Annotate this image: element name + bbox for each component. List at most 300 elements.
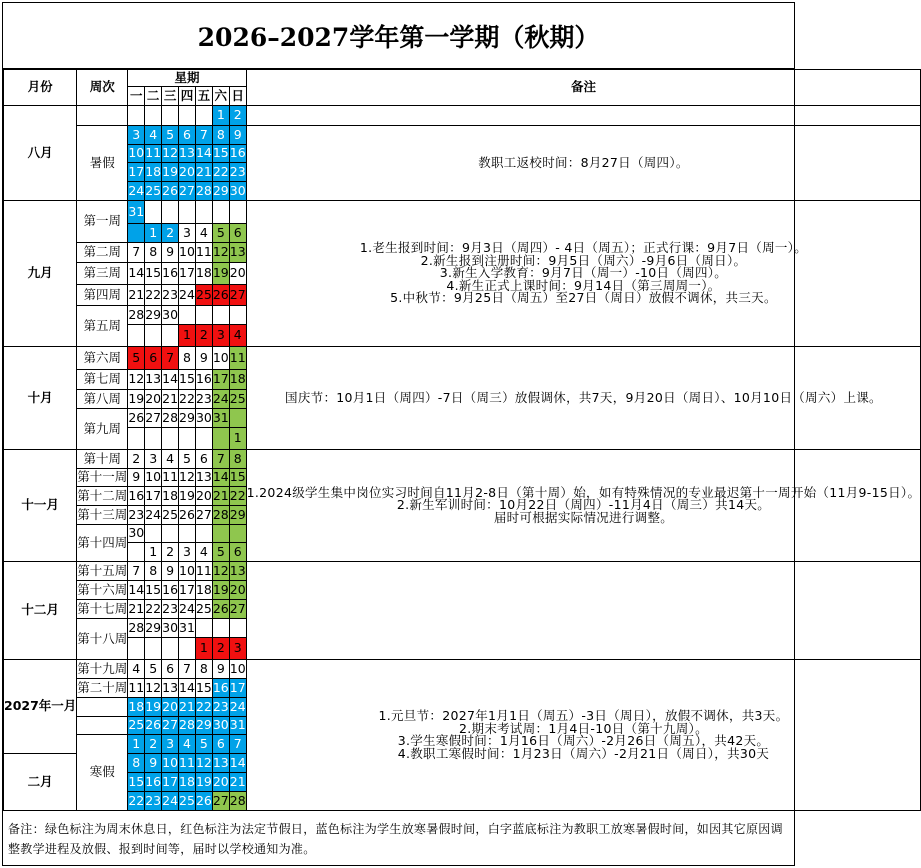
day-cell: 5: [195, 735, 212, 754]
day-cell: [212, 525, 229, 543]
day-cell: 8: [229, 450, 246, 469]
day-cell: 14: [179, 679, 196, 698]
day-cell: 6: [162, 660, 179, 679]
remark-line: 4.教职工寒假时间：1月23日（周六）-2月21日（周日），共30天: [397, 745, 770, 761]
day-cell: [179, 306, 196, 325]
day-cell: 19: [212, 581, 229, 600]
month-label: 十月: [4, 347, 77, 450]
day-cell: 9: [128, 469, 145, 487]
day-cell: 6: [212, 735, 229, 754]
day-cell: 14: [128, 581, 145, 600]
day-cell: 30: [212, 717, 229, 735]
month-label: 2027年一月: [4, 660, 77, 754]
day-cell: 24: [179, 600, 196, 619]
day-cell: 12: [128, 370, 145, 390]
day-cell: 30: [229, 182, 246, 201]
day-cell: 25: [145, 182, 162, 201]
day-cell: 29: [195, 717, 212, 735]
day-cell: 25: [229, 390, 246, 409]
day-cell: 16: [229, 145, 246, 163]
day-cell: 10: [162, 754, 179, 773]
day-cell: 31: [128, 201, 145, 224]
day-cell: [229, 525, 246, 543]
calendar-row: [4, 347, 921, 370]
week-label: [77, 717, 128, 735]
day-cell: 13: [179, 145, 196, 163]
day-cell: [229, 619, 246, 638]
day-cell: [195, 619, 212, 638]
header-weekday-1: 一: [128, 87, 145, 106]
week-label: 暑假: [77, 126, 128, 201]
day-cell: 14: [128, 263, 145, 285]
day-cell: 13: [229, 562, 246, 581]
remark-line: 1.元旦节：2027年1月1日（周五）-3日（周日），放假不调休，共3天。: [378, 708, 789, 723]
day-cell: 9: [195, 347, 212, 370]
day-cell: [195, 306, 212, 325]
day-cell: 15: [145, 581, 162, 600]
week-label: 第十一周: [77, 469, 128, 487]
remark-line: 国庆节：10月1日（周四）-7日（周三）放假调休，共7天，9月20日（周日）、10月10日（周六）上课。: [285, 389, 882, 405]
day-cell: 17: [212, 370, 229, 390]
day-cell: [179, 428, 196, 450]
day-cell: 17: [128, 163, 145, 182]
day-cell: 23: [128, 506, 145, 525]
day-cell: 19: [212, 263, 229, 285]
day-cell: 9: [212, 660, 229, 679]
day-cell: 21: [128, 285, 145, 306]
day-cell: 18: [229, 370, 246, 390]
day-cell: 16: [162, 581, 179, 600]
day-cell: 22: [229, 487, 246, 506]
day-cell: 28: [162, 409, 179, 428]
day-cell: [212, 201, 229, 224]
day-cell: 14: [212, 469, 229, 487]
remark-cell: [246, 201, 921, 347]
day-cell: 29: [179, 409, 196, 428]
day-cell: 22: [212, 163, 229, 182]
day-cell: 25: [195, 600, 212, 619]
day-cell: 19: [128, 390, 145, 409]
day-cell: 31: [179, 619, 196, 638]
day-cell: 4: [195, 543, 212, 562]
day-cell: 29: [145, 306, 162, 325]
day-cell: 29: [145, 619, 162, 638]
day-cell: 25: [195, 285, 212, 306]
day-cell: [128, 428, 145, 450]
day-cell: 15: [179, 370, 196, 390]
day-cell: 4: [145, 126, 162, 145]
day-cell: 23: [145, 792, 162, 811]
day-cell: [212, 306, 229, 325]
remark-line: 5.中秋节：9月25日（周五）至27日（周日）放假不调休，共三天。: [390, 290, 777, 306]
day-cell: 6: [179, 126, 196, 145]
day-cell: 25: [162, 506, 179, 525]
day-cell: 7: [229, 735, 246, 754]
day-cell: 12: [162, 145, 179, 163]
day-cell: [162, 201, 179, 224]
header-remarks: 备注: [246, 70, 921, 106]
day-cell: 25: [179, 792, 196, 811]
day-cell: 18: [179, 773, 196, 792]
day-cell: 26: [128, 409, 145, 428]
calendar-row: [4, 126, 921, 145]
day-cell: 2: [162, 543, 179, 562]
day-cell: 12: [145, 679, 162, 698]
day-cell: 3: [212, 325, 229, 347]
day-cell: 30: [162, 619, 179, 638]
calendar-row: [4, 450, 921, 469]
day-cell: 11: [128, 679, 145, 698]
day-cell: 11: [162, 469, 179, 487]
week-label: 第四周: [77, 285, 128, 306]
week-label: 第十四周: [77, 525, 128, 562]
day-cell: 1: [212, 106, 229, 126]
day-cell: 12: [179, 469, 196, 487]
day-cell: 20: [195, 487, 212, 506]
header-weekday-4: 四: [179, 87, 196, 106]
day-cell: [145, 428, 162, 450]
day-cell: 21: [229, 773, 246, 792]
day-cell: 3: [162, 735, 179, 754]
calendar-row: [4, 660, 921, 679]
day-cell: 6: [229, 543, 246, 562]
day-cell: 10: [128, 145, 145, 163]
remark-cell: [246, 347, 921, 450]
day-cell: [212, 428, 229, 450]
day-cell: 1: [145, 224, 162, 243]
day-cell: 8: [128, 754, 145, 773]
day-cell: [162, 325, 179, 347]
day-cell: 2: [195, 325, 212, 347]
week-label: [77, 106, 128, 126]
day-cell: 7: [162, 347, 179, 370]
day-cell: 17: [145, 487, 162, 506]
day-cell: 27: [229, 285, 246, 306]
remark-line: 3.新生入学教育：9月7日（周一）-10日（周四）。: [439, 265, 728, 281]
day-cell: 6: [195, 450, 212, 469]
day-cell: 4: [162, 450, 179, 469]
day-cell: 14: [229, 754, 246, 773]
day-cell: 7: [179, 660, 196, 679]
day-cell: 11: [145, 145, 162, 163]
day-cell: 27: [162, 717, 179, 735]
week-label: [77, 698, 128, 717]
day-cell: 24: [229, 698, 246, 717]
day-cell: 31: [229, 717, 246, 735]
calendar-table: [3, 69, 921, 811]
week-label: 第九周: [77, 409, 128, 450]
day-cell: 20: [229, 263, 246, 285]
day-cell: 26: [212, 600, 229, 619]
day-cell: 5: [179, 450, 196, 469]
day-cell: 22: [128, 792, 145, 811]
day-cell: 14: [162, 370, 179, 390]
remark-cell: [246, 562, 921, 660]
page-title: 2026–2027学年第一学期（秋期）: [3, 3, 794, 69]
day-cell: 13: [162, 679, 179, 698]
day-cell: 4: [128, 660, 145, 679]
day-cell: 21: [162, 390, 179, 409]
day-cell: 27: [145, 409, 162, 428]
day-cell: [162, 525, 179, 543]
day-cell: 10: [179, 562, 196, 581]
day-cell: [128, 224, 145, 243]
day-cell: 2: [229, 106, 246, 126]
day-cell: 30: [162, 306, 179, 325]
month-label: 九月: [4, 201, 77, 347]
day-cell: 7: [212, 450, 229, 469]
week-label: 第十七周: [77, 600, 128, 619]
day-cell: 17: [229, 679, 246, 698]
day-cell: 23: [195, 390, 212, 409]
day-cell: 7: [128, 243, 145, 263]
day-cell: 28: [179, 717, 196, 735]
day-cell: 23: [162, 285, 179, 306]
day-cell: 6: [145, 347, 162, 370]
week-label: 第七周: [77, 370, 128, 390]
day-cell: 20: [162, 698, 179, 717]
day-cell: 3: [145, 450, 162, 469]
week-label: 第三周: [77, 263, 128, 285]
day-cell: 15: [212, 145, 229, 163]
day-cell: 17: [162, 773, 179, 792]
remark-line: 教职工返校时间：8月27日（周四）。: [478, 154, 689, 170]
day-cell: 3: [179, 543, 196, 562]
day-cell: 21: [195, 163, 212, 182]
day-cell: 8: [145, 243, 162, 263]
day-cell: [128, 638, 145, 660]
day-cell: 1: [179, 325, 196, 347]
day-cell: 3: [128, 126, 145, 145]
day-cell: 15: [229, 469, 246, 487]
day-cell: 10: [212, 347, 229, 370]
remark-cell: [246, 450, 921, 562]
day-cell: 29: [212, 182, 229, 201]
day-cell: 28: [128, 306, 145, 325]
day-cell: 20: [145, 390, 162, 409]
day-cell: 23: [212, 698, 229, 717]
week-label: 第十周: [77, 450, 128, 469]
day-cell: 2: [145, 735, 162, 754]
week-label: 第十二周: [77, 487, 128, 506]
day-cell: 20: [179, 163, 196, 182]
remark-line: 2.新生军训时间：10月22日（周四）-11月4日（周三）共14天。: [396, 497, 771, 513]
day-cell: 12: [195, 754, 212, 773]
day-cell: [145, 525, 162, 543]
day-cell: 28: [128, 619, 145, 638]
day-cell: 30: [195, 409, 212, 428]
day-cell: 19: [179, 487, 196, 506]
week-label: 寒假: [77, 735, 128, 811]
month-label: 十一月: [4, 450, 77, 562]
remark-line: 2.期末考试周：1月4日-10日（第十九周）。: [459, 720, 708, 736]
day-cell: 27: [179, 182, 196, 201]
remark-line: 2.新生报到注册时间：9月5日（周六）-9月6日（周日）。: [420, 252, 747, 268]
header-weekday-group: 星期: [128, 70, 246, 87]
month-label: 八月: [4, 106, 77, 201]
day-cell: 4: [179, 735, 196, 754]
day-cell: 9: [162, 243, 179, 263]
day-cell: 9: [229, 126, 246, 145]
day-cell: [229, 409, 246, 428]
day-cell: 5: [145, 660, 162, 679]
week-label: 第十六周: [77, 581, 128, 600]
day-cell: 24: [212, 390, 229, 409]
day-cell: 9: [145, 754, 162, 773]
day-cell: 27: [212, 792, 229, 811]
day-cell: 11: [195, 243, 212, 263]
remark-line: 届时可根据实际情况进行调整。: [493, 509, 674, 525]
header-weekday-5: 五: [195, 87, 212, 106]
day-cell: 1: [128, 735, 145, 754]
day-cell: 2: [212, 638, 229, 660]
day-cell: 17: [179, 263, 196, 285]
header-month: 月份: [4, 70, 77, 106]
day-cell: 10: [145, 469, 162, 487]
day-cell: [179, 638, 196, 660]
day-cell: 18: [195, 581, 212, 600]
remark-cell: [246, 660, 921, 811]
day-cell: 13: [212, 754, 229, 773]
day-cell: [179, 201, 196, 224]
footer-note: 备注：绿色标注为周末休息日，红色标注为法定节假日，蓝色标注为学生放寒暑假时间，白字蓝底标注为教职工放寒暑假时间，如因其它原因调整教学进程及放假、报到时间等，届时以学校通知为准。: [8, 822, 783, 856]
day-cell: 14: [195, 145, 212, 163]
day-cell: 16: [195, 370, 212, 390]
day-cell: 22: [145, 600, 162, 619]
day-cell: 3: [179, 224, 196, 243]
day-cell: [179, 525, 196, 543]
day-cell: 5: [128, 347, 145, 370]
day-cell: 26: [162, 182, 179, 201]
day-cell: [145, 106, 162, 126]
calendar-row: [4, 562, 921, 581]
day-cell: 18: [162, 487, 179, 506]
day-cell: 24: [128, 182, 145, 201]
day-cell: 13: [195, 469, 212, 487]
day-cell: 17: [179, 581, 196, 600]
day-cell: [195, 106, 212, 126]
day-cell: 23: [229, 163, 246, 182]
day-cell: [128, 325, 145, 347]
week-label: 第十八周: [77, 619, 128, 660]
day-cell: 21: [128, 600, 145, 619]
day-cell: 12: [212, 562, 229, 581]
day-cell: [195, 525, 212, 543]
day-cell: [162, 428, 179, 450]
remark-line: 4.新生正式上课时间：9月14日（第三周周一）。: [446, 277, 721, 293]
day-cell: 26: [145, 717, 162, 735]
day-cell: 1: [195, 638, 212, 660]
day-cell: 16: [162, 263, 179, 285]
day-cell: 4: [229, 325, 246, 347]
header-week: 周次: [77, 70, 128, 106]
day-cell: 1: [229, 428, 246, 450]
day-cell: 10: [179, 243, 196, 263]
day-cell: 15: [145, 263, 162, 285]
header-weekday-7: 日: [229, 87, 246, 106]
day-cell: 8: [145, 562, 162, 581]
day-cell: 24: [162, 792, 179, 811]
day-cell: 4: [195, 224, 212, 243]
day-cell: 30: [128, 525, 145, 543]
day-cell: 11: [229, 347, 246, 370]
day-cell: 11: [179, 754, 196, 773]
header-weekday-6: 六: [212, 87, 229, 106]
day-cell: 12: [212, 243, 229, 263]
day-cell: [195, 201, 212, 224]
week-label: 第二周: [77, 243, 128, 263]
day-cell: 8: [212, 126, 229, 145]
day-cell: [145, 201, 162, 224]
day-cell: 6: [229, 224, 246, 243]
day-cell: 24: [179, 285, 196, 306]
day-cell: 31: [212, 409, 229, 428]
week-label: 第五周: [77, 306, 128, 347]
week-label: 第六周: [77, 347, 128, 370]
day-cell: 2: [162, 224, 179, 243]
day-cell: 3: [229, 638, 246, 660]
day-cell: 23: [162, 600, 179, 619]
day-cell: 22: [179, 390, 196, 409]
day-cell: 16: [128, 487, 145, 506]
day-cell: [145, 325, 162, 347]
week-label: 第一周: [77, 201, 128, 243]
day-cell: 1: [145, 543, 162, 562]
day-cell: 5: [212, 543, 229, 562]
day-cell: 22: [195, 698, 212, 717]
day-cell: 15: [128, 773, 145, 792]
day-cell: [145, 638, 162, 660]
day-cell: [179, 106, 196, 126]
week-label: 第八周: [77, 390, 128, 409]
day-cell: [162, 638, 179, 660]
day-cell: 18: [195, 263, 212, 285]
day-cell: 10: [229, 660, 246, 679]
day-cell: [128, 106, 145, 126]
header-weekday-2: 二: [145, 87, 162, 106]
day-cell: 27: [229, 600, 246, 619]
day-cell: 9: [162, 562, 179, 581]
calendar-sheet: [2, 2, 921, 866]
day-cell: 19: [162, 163, 179, 182]
day-cell: 18: [128, 698, 145, 717]
day-cell: 26: [179, 506, 196, 525]
remark-line: 1.2024级学生集中岗位实习时间自11月2-8日（第十周）始，如有特殊情况的专业最迟第十一周开始（11月9-15日）。: [246, 484, 921, 500]
month-label: 十二月: [4, 562, 77, 660]
week-label: 第十三周: [77, 506, 128, 525]
day-cell: 19: [145, 698, 162, 717]
week-label: 第十九周: [77, 660, 128, 679]
day-cell: 7: [128, 562, 145, 581]
day-cell: 28: [195, 182, 212, 201]
day-cell: 7: [195, 126, 212, 145]
day-cell: [229, 306, 246, 325]
day-cell: [229, 201, 246, 224]
day-cell: 24: [145, 506, 162, 525]
header-weekday-3: 三: [162, 87, 179, 106]
day-cell: 20: [229, 581, 246, 600]
day-cell: 11: [195, 562, 212, 581]
day-cell: [162, 106, 179, 126]
day-cell: [212, 619, 229, 638]
day-cell: 21: [179, 698, 196, 717]
day-cell: 13: [145, 370, 162, 390]
day-cell: 15: [195, 679, 212, 698]
day-cell: 8: [195, 660, 212, 679]
day-cell: 13: [229, 243, 246, 263]
day-cell: 25: [128, 717, 145, 735]
day-cell: 26: [195, 792, 212, 811]
